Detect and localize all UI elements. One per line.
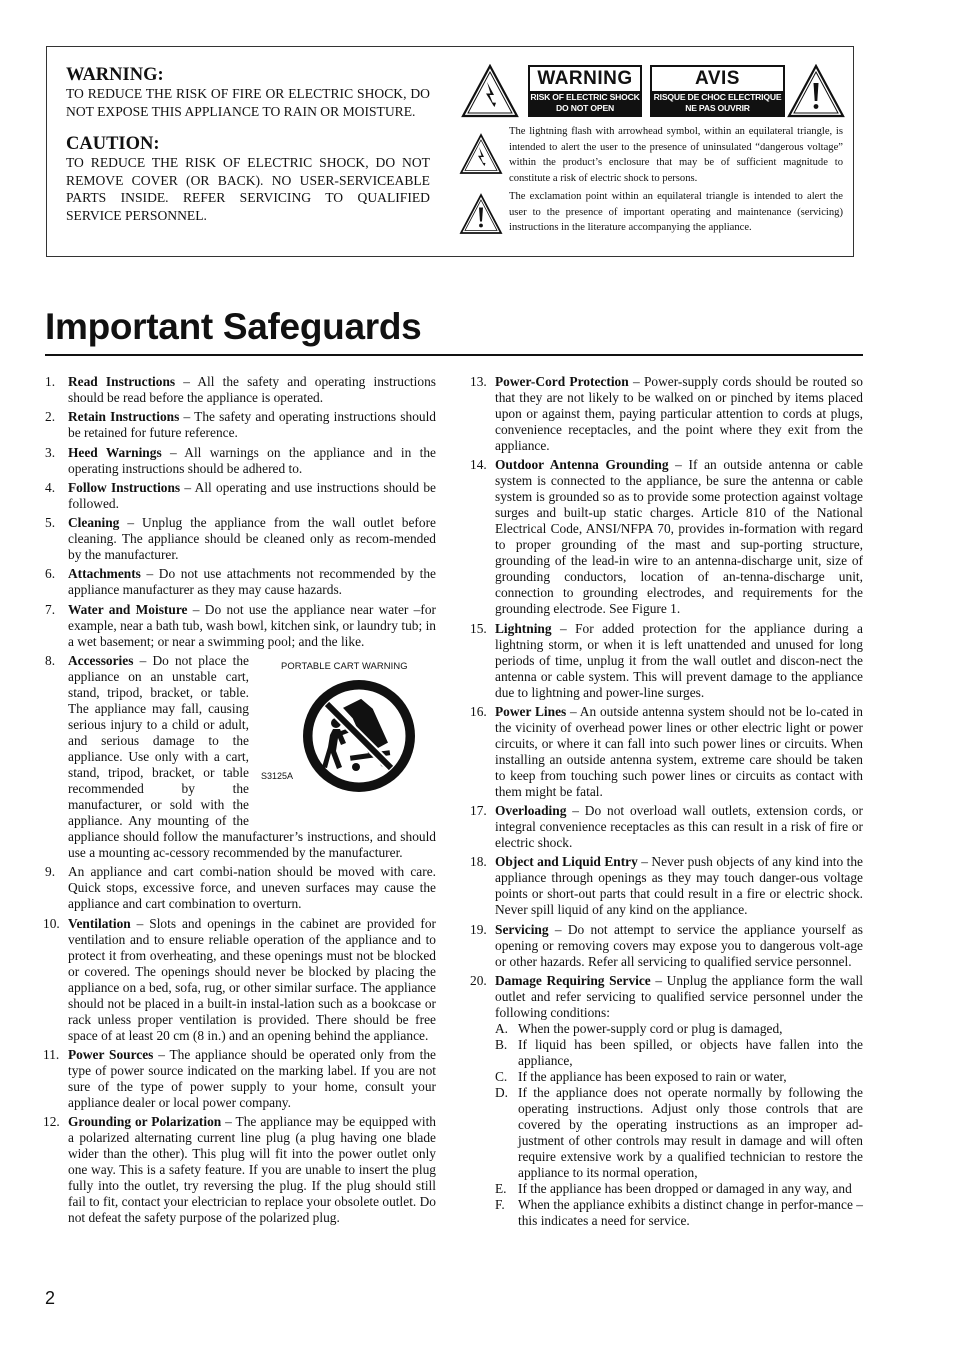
- item-heading: Ventilation: [68, 915, 131, 931]
- safeguard-item: [45, 602, 436, 650]
- item-text: – Do not overload wall outlets, extension cords, or integral convenience receptacles as this can result in a risk of fire or electric shock.: [495, 803, 863, 851]
- item-number: 20.: [470, 973, 487, 989]
- item-number: 16.: [470, 703, 487, 719]
- safeguard-item: [45, 566, 436, 598]
- condition-item: [495, 1037, 863, 1069]
- safeguard-item: [472, 704, 863, 800]
- item-number: 3.: [45, 444, 56, 460]
- item-heading: Cleaning: [68, 515, 120, 531]
- warning-text: TO REDUCE THE RISK OF FIRE OR ELECTRIC SHOCK, DO NOT EXPOSE THIS APPLIANCE TO RAIN OR MOISTURE.: [66, 86, 430, 119]
- avis-sign-line2: NE PAS OUVRIR: [685, 103, 750, 113]
- item-text: – All the safety and operating instructions should be read before the appliance is operated.: [68, 374, 436, 405]
- item-number: 19.: [470, 921, 487, 937]
- item-heading: Water and Moisture: [68, 601, 188, 617]
- item-text: – Unplug the appliance from the wall outlet before cleaning. The appliance should be cleaned only as recom-mended by the manufacturer.: [68, 515, 436, 563]
- warning-sign-line1: RISK OF ELECTRIC SHOCK: [530, 91, 640, 102]
- item-heading: Read Instructions: [68, 374, 176, 389]
- safeguard-item: [472, 803, 863, 851]
- safeguard-item: [472, 457, 863, 617]
- safeguard-item: [45, 409, 436, 441]
- safeguard-item: [45, 916, 436, 1044]
- lightning-triangle-icon: [461, 64, 519, 118]
- item-text: – Power-supply cords should be routed so that they are not likely to be walked on or pinched by items placed upon or against them, paying particular attention to cords at plugs, convenience receptacles, and the point where they exit from the appliance.: [495, 374, 863, 453]
- safeguard-item: [45, 480, 436, 512]
- item-heading: Outdoor Antenna Grounding: [495, 457, 669, 473]
- item-text: An appliance and cart combi-nation should be moved with care. Quick stops, excessive force, and uneven surfaces may cause the appliance and cart combination to overturn.: [68, 864, 436, 912]
- item-heading: Servicing: [495, 921, 549, 937]
- item-number: 12.: [43, 1114, 60, 1130]
- condition-letter: F.: [495, 1197, 505, 1213]
- item-number: 7.: [45, 601, 56, 617]
- condition-item: [495, 1085, 863, 1181]
- condition-text: If the appliance has been exposed to rain or water,: [518, 1069, 787, 1085]
- condition-letter: C.: [495, 1069, 508, 1085]
- condition-letter: A.: [495, 1021, 509, 1037]
- item-number: 6.: [45, 566, 56, 582]
- warning-sign-title: WARNING: [537, 68, 633, 89]
- cart-figure-code: S3125A: [261, 771, 294, 782]
- warning-heading: WARNING:: [66, 65, 164, 85]
- item-text: – Do not use attachments not recommended by the appliance manufacturer as they may cause hazards.: [68, 566, 436, 598]
- safeguard-item: [472, 374, 863, 454]
- item-number: 1.: [45, 374, 56, 389]
- exclamation-symbol-description: The exclamation point within an equilateral triangle is intended to alert the user to the presence of important operating and maintenance (servicing) instructions in the literature accompanying the appliance.: [509, 191, 843, 233]
- condition-text: If the appliance does not operate normally by following the operating instructions. Adjust only those controls that are covered by the operating instructions as an improper ad-justment of other controls may result in damage and will often require extensive work by a qualified technician to restore the appliance to its normal operation,: [518, 1085, 863, 1181]
- warning-sign-band: [530, 91, 640, 116]
- safeguard-item: [45, 864, 436, 912]
- safeguards-right-column: [472, 374, 863, 1232]
- item-number: 10.: [43, 915, 60, 931]
- item-number: 4.: [45, 479, 56, 495]
- item-heading: Lightning: [495, 620, 552, 636]
- caution-text: TO REDUCE THE RISK OF ELECTRIC SHOCK, DO NOT REMOVE COVER (OR BACK). NO USER-SERVICEABLE PARTS INSIDE. REFER SERVICING TO QUALIFIED SERVICE PERSONNEL.: [66, 155, 430, 223]
- item-text: – The appliance may be equipped with a polarized alternating current line plug (a plug having one blade wider than the other). This plug will fit into the power outlet only one way. This is a safety feature. If you are unable to insert the plug fully into the outlet, try reversing the plug. If the plug should still fail to fit, contact your electrician to replace your obsolete outlet. Do not defeat the safety purpose of the polarized plug.: [68, 1114, 436, 1226]
- avis-sign: [650, 65, 785, 117]
- avis-sign-line1: RISQUE DE CHOC ELECTRIQUE: [653, 91, 782, 102]
- item-heading: Power-Cord Protection: [495, 374, 629, 389]
- condition-item: [495, 1021, 863, 1037]
- condition-text: If liquid has been spilled, or objects have fallen into the appliance,: [518, 1037, 863, 1069]
- page-number: 2: [45, 1288, 56, 1308]
- item-text: – Never push objects of any kind into the appliance through openings as they may touch danger-ous voltage points or short-out parts that could result in a fire or electric shock. Never spill liquid of any kind on the appliance.: [495, 854, 863, 918]
- safeguards-left-column: [45, 374, 436, 1230]
- safeguard-item: [45, 1114, 436, 1226]
- condition-item: [495, 1197, 863, 1229]
- item-heading: Retain Instructions: [68, 409, 180, 425]
- exclamation-triangle-small-icon: [459, 193, 503, 235]
- exclamation-triangle-icon: [787, 64, 845, 118]
- item-heading: Overloading: [495, 803, 567, 819]
- warning-sign: [528, 65, 642, 117]
- safeguard-item: [472, 973, 863, 1229]
- condition-item: [495, 1069, 863, 1085]
- warning-caution-text-block: [66, 65, 430, 224]
- item-text: – Do not attempt to service the appliance yourself as opening or removing covers may expose you to dangerous volt-age or other hazards. Refer all servicing to qualified service personnel.: [495, 921, 863, 969]
- item-text: – Unplug the appliance form the wall outlet and refer servicing to qualified service personnel under the following conditions:: [495, 973, 863, 1021]
- condition-letter: E.: [495, 1181, 507, 1197]
- lightning-triangle-small-icon: [459, 133, 503, 175]
- avis-sign-title: AVIS: [695, 68, 740, 89]
- item-text: – If an outside antenna or cable system is connected to the appliance, be sure the antenna or cable system is grounded so as to provide some protection against voltage surges and built-up static charges. Article 810 of the National Electrical Code, ANSI/NFPA 70, provides in-formation with regard to proper grounding of the mast and sup-porting structure, grounding of the lead-in wire to an antenna-discharge unit, size of grounding conductors, location of an-tenna-discharge unit, connection to grounding electrodes, and requirements for the grounding electrode. See Figure 1.: [495, 457, 863, 617]
- safeguard-item: [472, 922, 863, 970]
- item-number: 11.: [43, 1046, 60, 1062]
- item-number: 17.: [470, 803, 487, 819]
- item-heading: Power Lines: [495, 703, 567, 719]
- item-number: 14.: [470, 457, 487, 473]
- safeguard-item: [45, 445, 436, 477]
- item-heading: Grounding or Polarization: [68, 1114, 222, 1130]
- item-number: 9.: [45, 864, 56, 880]
- item-text: – The appliance should be operated only from the type of power source indicated on the marking label. If you are not sure of the type of power supply to your home, consult your appliance dealer or local power company.: [68, 1046, 436, 1110]
- safeguard-item: [45, 1047, 436, 1111]
- item-heading: Accessories: [68, 653, 134, 669]
- portable-cart-warning-icon: [300, 677, 418, 795]
- warning-sign-line2: DO NOT OPEN: [556, 103, 614, 113]
- item-text: – An outside antenna system should not be lo-cated in the vicinity of overhead power lines or other electric light or power circuits, or where it can fall into such power lines or circuits. When installing an outside antenna system, extreme care should be taken to keep from touching such power lines or circuits as contact with them might be fatal.: [495, 703, 864, 799]
- item-heading: Attachments: [68, 566, 141, 582]
- caution-heading: CAUTION:: [66, 134, 160, 154]
- item-text: – For added protection for the appliance during a lightning storm, or when it is left unattended and unused for long periods of time, unplug it from the wall outlet and discon-nect the antenna or cable system. This will prevent damage to the appliance due to lightning and power-line surges.: [495, 620, 863, 700]
- condition-letter: D.: [495, 1085, 509, 1101]
- item-number: 13.: [470, 374, 487, 389]
- safeguard-item: [45, 653, 436, 861]
- portable-cart-warning-figure: [255, 655, 440, 820]
- item-text: – All warnings on the appliance and in the operating instructions should be adhered to.: [68, 444, 436, 476]
- item-heading: Heed Warnings: [68, 444, 162, 460]
- page-title: Important Safeguards: [45, 306, 422, 347]
- condition-text: When the appliance exhibits a distinct change in perfor-mance – this indicates a need for service.: [518, 1197, 863, 1229]
- safeguard-item: [472, 621, 863, 701]
- condition-text: When the power-supply cord or plug is damaged,: [518, 1021, 783, 1037]
- condition-letter: B.: [495, 1037, 508, 1053]
- safeguard-item: [472, 854, 863, 918]
- item-text: – Slots and openings in the cabinet are provided for ventilation and to ensure reliable operation of the appliance and to protect it from overheating, and these openings must not be blocked or covered. The openings should never be blocked by placing the appliance on a bed, sofa, rug, or other similar surface. The appliance should not be placed in a built-in instal-lation such as a bookcase or rack unless proper ventilation is provided. There should be free space of at least 20 cm (8 in.) and an opening behind the appliance.: [68, 915, 436, 1043]
- item-text: – Do not place the appliance on an unstable cart, stand, tripod, bracket, or table. The appliance may fall, causing serious injury to a child or adult, and serious damage to the appliance. Use only with a cart, stand, tripod, bracket, or table recommended by the manufacturer, or sold with the appliance. Any mounting of the appliance should follow the manufacturer’s instructions, and should use a mounting ac-cessory recommended by the manufacturer.: [68, 653, 436, 861]
- item-number: 15.: [470, 620, 487, 636]
- item-text: – The safety and operating instructions should be retained for future reference.: [68, 409, 437, 441]
- item-number: 18.: [470, 854, 487, 870]
- safeguard-item: [45, 515, 436, 563]
- item-number: 5.: [45, 515, 56, 531]
- item-text: – Do not use the appliance near water –for example, near a bath tub, wash bowl, kitchen sink, or laundry tub; in a wet basement; or near a swimming pool; and the like.: [68, 601, 436, 649]
- item-heading: Damage Requiring Service: [495, 973, 651, 989]
- avis-sign-band: [652, 91, 783, 116]
- item-text: – All operating and use instructions should be followed.: [68, 479, 436, 511]
- condition-item: [495, 1181, 863, 1197]
- item-number: 8.: [45, 653, 56, 669]
- warning-box: [46, 46, 854, 257]
- item-heading: Power Sources: [68, 1046, 154, 1062]
- condition-text: If the appliance has been dropped or damaged in any way, and: [518, 1181, 852, 1197]
- item-heading: Follow Instructions: [68, 479, 181, 495]
- item-heading: Object and Liquid Entry: [495, 854, 638, 870]
- lightning-symbol-description: The lightning flash with arrowhead symbol, within an equilateral triangle, is intended to alert the user to the presence of uninsulated “dangerous voltage” within the product’s enclosure that may be of sufficient magnitude to constitute a risk of electric shock to persons.: [509, 126, 843, 184]
- item-number: 2.: [45, 409, 56, 425]
- safeguard-item: [45, 374, 436, 406]
- title-rule: [45, 354, 863, 356]
- cart-figure-caption: PORTABLE CART WARNING: [281, 660, 408, 672]
